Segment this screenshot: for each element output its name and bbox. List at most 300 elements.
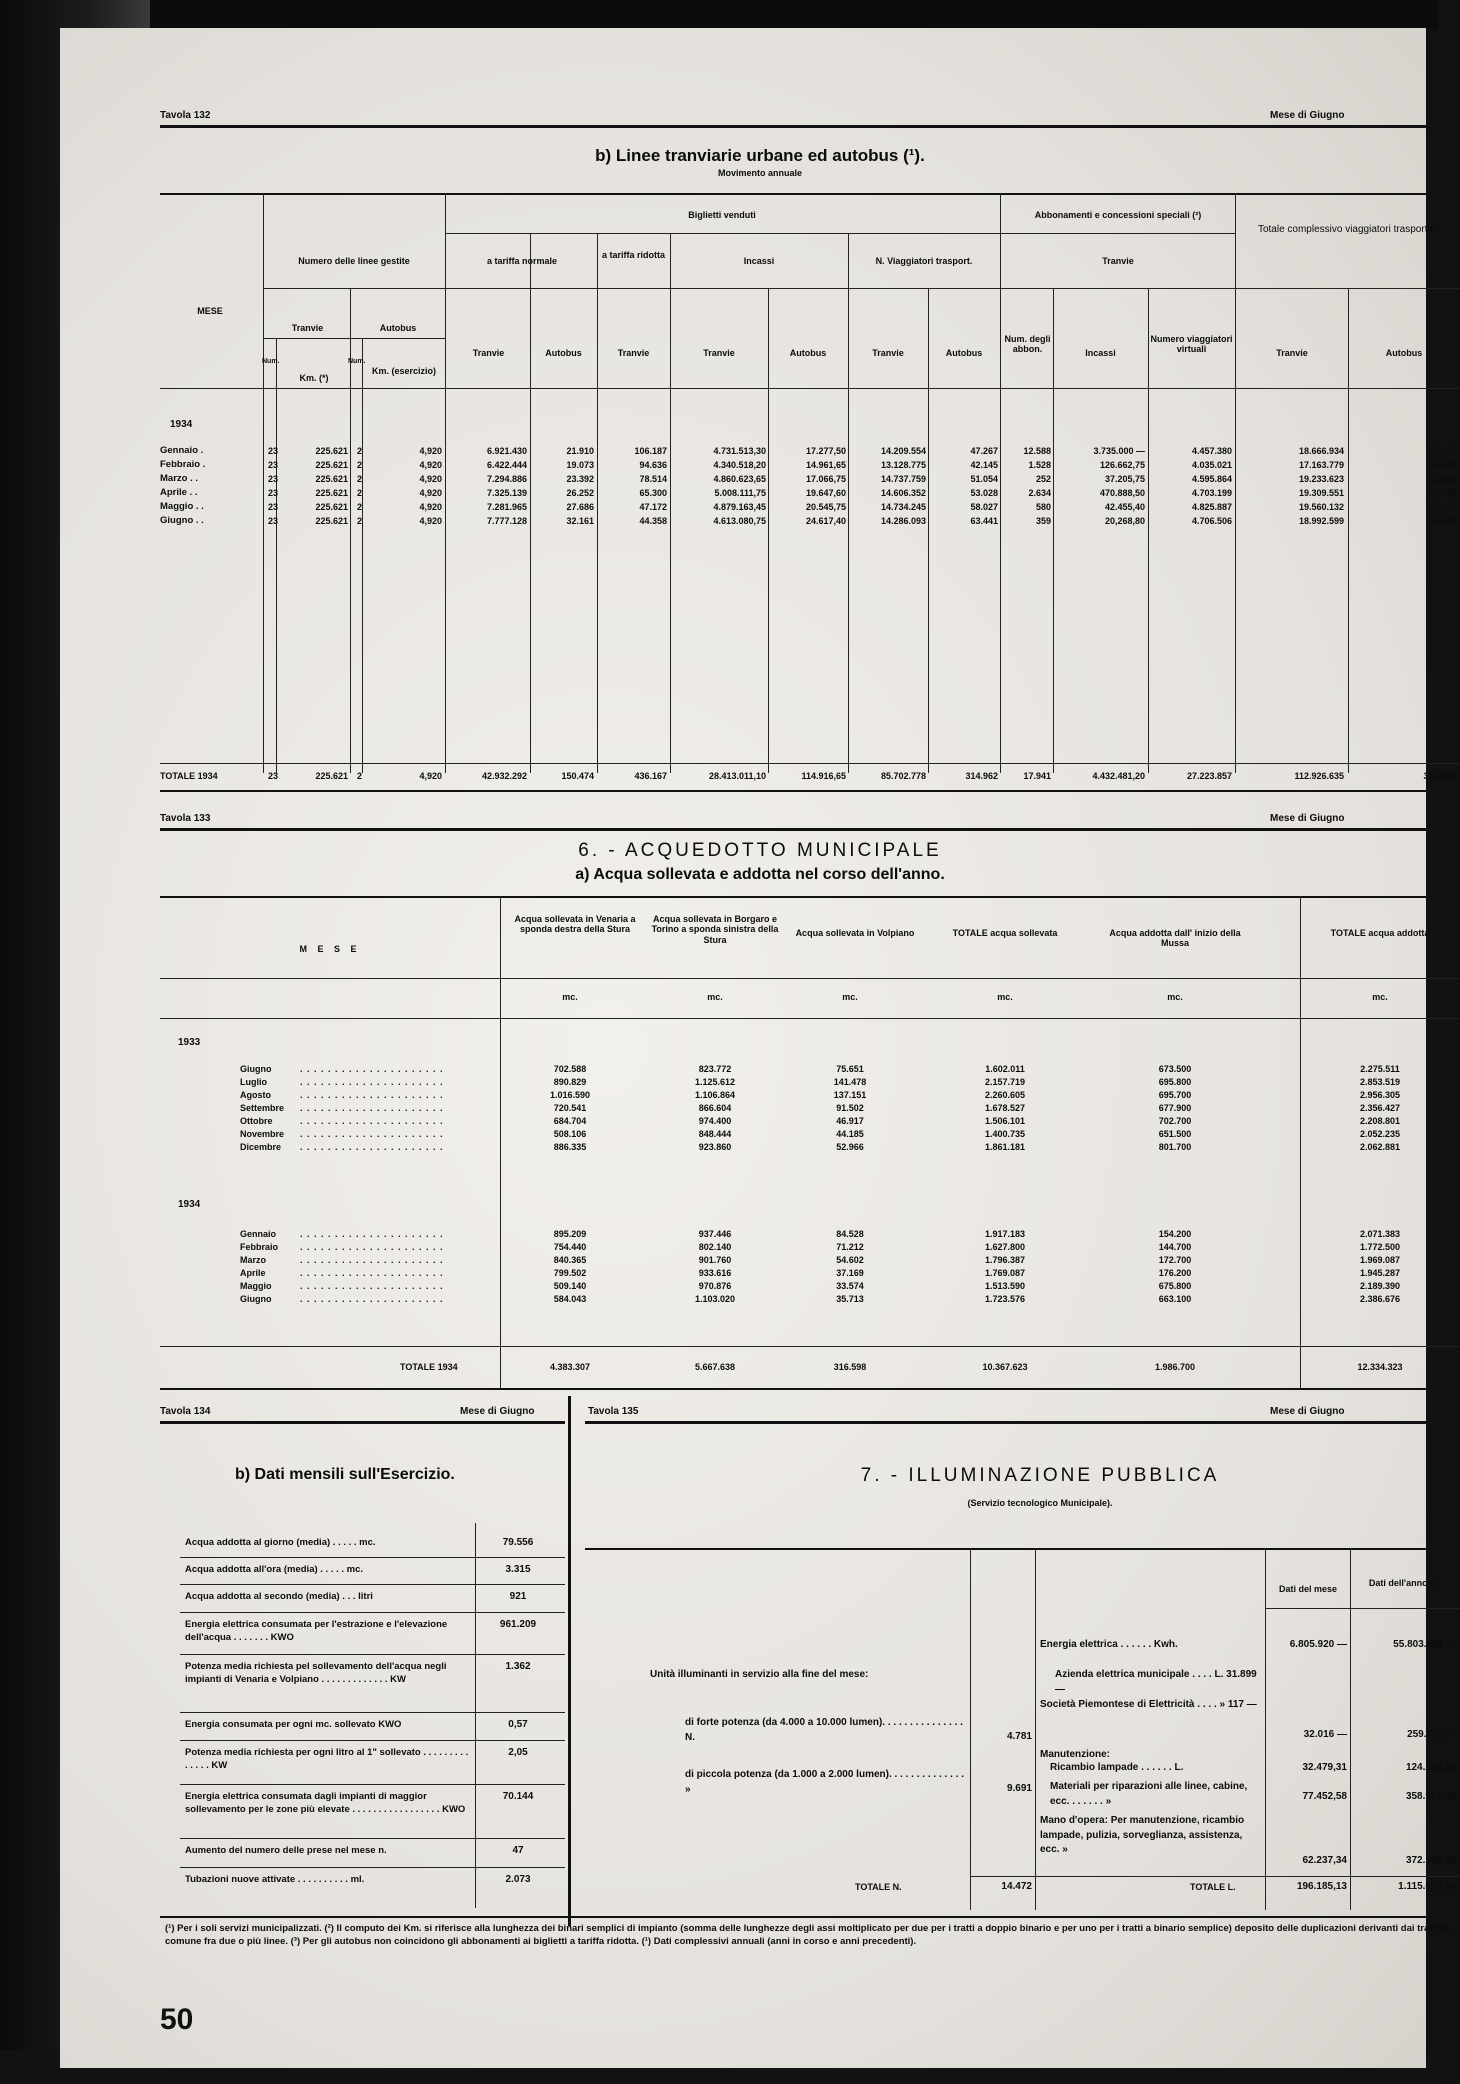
t133-cell: 141.478 [833, 1077, 867, 1087]
t134-row-label: Acqua addotta al secondo (media) . . . litri [185, 1591, 373, 1602]
t133-total-cell: 12.334.323 [1357, 1362, 1403, 1372]
t133-month-label: Maggio [240, 1281, 272, 1291]
t134-row-rule [180, 1838, 565, 1839]
t132-col-line [530, 233, 531, 773]
t134-row-label: Tubazioni nuove attivate . . . . . . . . . . ml. [185, 1874, 365, 1885]
t132-cell: 58.027 [1428, 502, 1456, 512]
t133-cell: 663.100 [1158, 1294, 1192, 1304]
footnote-rule [160, 1916, 1460, 1918]
t135-societa-label: Società Piemontese di Elettricità . . . . » 117 — [1040, 1699, 1257, 1710]
t133-cell: 1.861.181 [984, 1142, 1026, 1152]
t135-header-bottom [1265, 1608, 1460, 1609]
t133-total-rule-bottom [160, 1388, 1460, 1390]
t132-sub-rule [263, 288, 1460, 289]
t135-total-rule [970, 1876, 1460, 1877]
t133-year2: 1934 [178, 1199, 201, 1210]
t134-row-label: Energia elettrica consumata dagli impianti di maggior sollevamento per le zone più elevate . . . . . . . . . . . . . . . . . KWO [185, 1791, 466, 1815]
t132-cell: 4,920 [419, 516, 442, 526]
t133-month-label: Giugno [240, 1294, 272, 1304]
t133-month-label: Ottobre [240, 1116, 273, 1126]
t132-h-col-autobus: Autobus [545, 348, 582, 358]
t133-total-cell: 4.383.307 [549, 1362, 591, 1372]
t132-h-biglietti: Biglietti venduti [688, 210, 756, 220]
t133-tab-left: Tavola 133 [160, 813, 211, 824]
t132-cell: 4.703.199 [1191, 488, 1232, 498]
t133-cell: 675.800 [1158, 1281, 1192, 1291]
t132-cell: 44.358 [639, 516, 667, 526]
t132-col-line [1148, 288, 1149, 773]
t132-col-line [928, 288, 929, 773]
t133-h-mese: M E S E [299, 944, 361, 954]
t135-aziende-anno: 259.735 — [1407, 1729, 1456, 1740]
t132-h-totale: Totale complessivo viaggiatori trasportati [1257, 224, 1439, 235]
t132-cell: 2 [356, 446, 362, 456]
t133-cell: 1.125.612 [694, 1077, 736, 1087]
t132-cell: 12.588 [1023, 446, 1051, 456]
t132-cell: 7.777.128 [486, 516, 527, 526]
t135-aziende-label: Azienda elettrica municipale . . . . L. 31.899 — [1055, 1669, 1257, 1695]
t135-energia-mese: 6.805.920 — [1289, 1639, 1347, 1650]
t135-top-rule [585, 1421, 1460, 1424]
t133-h6: TOTALE acqua addotta [1330, 928, 1430, 938]
document-page [60, 28, 1456, 2068]
t132-cell: 19.647,60 [805, 488, 846, 498]
t133-unit: mc. [842, 992, 858, 1002]
t134-title: b) Dati mensili sull'Esercizio. [235, 1466, 455, 1483]
t133-col-line [1300, 896, 1301, 1388]
t132-cell: 20.545,75 [805, 502, 846, 512]
t132-h-abb-tranvie: Tranvie [1102, 256, 1134, 266]
t133-cell: 137.151 [833, 1090, 867, 1100]
t132-cell: 23 [267, 488, 278, 498]
t133-year1: 1933 [178, 1037, 201, 1048]
t132-h-numero-linee: Numero delle linee gestite [298, 256, 410, 266]
t133-leader-dots: . . . . . . . . . . . . . . . . . . . . . [300, 1142, 444, 1152]
t132-total-cell: 42.932.292 [481, 771, 527, 781]
t134-row-label: Potenza media richiesta per ogni litro al 1" sollevato . . . . . . . . . . . . . . KW [185, 1747, 469, 1771]
t135-piccola-value: 9.691 [1006, 1783, 1032, 1794]
t135-totale-l-mese: 196.185,13 [1296, 1881, 1347, 1892]
t132-col-line [1000, 193, 1001, 773]
t132-cell: 106.187 [634, 446, 667, 456]
t132-cell: 4.731.513,30 [713, 446, 766, 456]
t132-h-tot-tranvie: Tranvie [1276, 348, 1308, 358]
t133-top-rule [160, 828, 1460, 831]
t132-total-cell: 314.962 [1423, 771, 1456, 781]
t133-cell: 895.209 [553, 1229, 587, 1239]
t133-col-line [500, 896, 501, 1388]
t133-cell: 46.917 [836, 1116, 864, 1126]
t133-cell: 2.260.605 [984, 1090, 1026, 1100]
t132-cell: 225.621 [315, 502, 348, 512]
t132-cell: 63.441 [970, 516, 998, 526]
t132-header-bottom [160, 388, 1460, 389]
t135-section: 7. - ILLUMINAZIONE PUBBLICA [860, 1465, 1220, 1486]
t132-cell: 47.172 [639, 502, 667, 512]
t135-col-line [1350, 1548, 1351, 1910]
t132-cell: 3.735.000 — [1093, 446, 1145, 456]
t132-h-tranvie: Tranvie [291, 323, 324, 333]
t132-cell: 2 [356, 460, 362, 470]
t133-cell: 54.602 [836, 1255, 864, 1265]
t132-cell: 4,920 [419, 446, 442, 456]
t134-row-rule [180, 1654, 565, 1655]
t133-cell: 923.860 [698, 1142, 732, 1152]
t133-cell: 2.275.511 [1360, 1064, 1400, 1074]
t133-cell: 1.917.183 [984, 1229, 1026, 1239]
t133-month-label: Aprile [240, 1268, 266, 1278]
t132-col-line [362, 338, 363, 773]
t132-cell: 19.233.623 [1298, 474, 1344, 484]
t132-col-line [276, 338, 277, 773]
t133-cell: 176.200 [1158, 1268, 1192, 1278]
t132-cell: 2 [356, 488, 362, 498]
t133-cell: 866.604 [698, 1103, 732, 1113]
t132-cell: 47.267 [970, 446, 998, 456]
t133-leader-dots: . . . . . . . . . . . . . . . . . . . . . [300, 1103, 444, 1113]
t132-cell: 20,268,80 [1104, 516, 1145, 526]
t133-cell: 1.969.087 [1359, 1255, 1401, 1265]
t132-cell: 4,920 [419, 488, 442, 498]
t132-cell: 23 [267, 502, 278, 512]
t133-cell: 823.772 [698, 1064, 732, 1074]
t132-tab-left: Tavola 132 [160, 110, 211, 121]
t133-unit: mc. [997, 992, 1013, 1002]
t133-total-label: TOTALE 1934 [400, 1362, 458, 1372]
t132-h-tariffa-ridotta: a tariffa ridotta [601, 250, 665, 260]
t132-cell: 359 [1035, 516, 1051, 526]
t133-leader-dots: . . . . . . . . . . . . . . . . . . . . . [300, 1116, 444, 1126]
t134-row-rule [180, 1612, 565, 1613]
t133-cell: 1.678.527 [984, 1103, 1026, 1113]
t132-cell: 51.054 [970, 474, 998, 484]
t132-cell: 580 [1035, 502, 1051, 512]
t132-h-mese: MESE [197, 306, 223, 316]
t132-h-abbonamenti: Abbonamenti e concessioni speciali (²) [1034, 210, 1202, 220]
t133-leader-dots: . . . . . . . . . . . . . . . . . . . . . [300, 1281, 444, 1291]
t133-cell: 970.876 [698, 1281, 732, 1291]
t132-cell: 225.621 [315, 460, 348, 470]
t132-sub-rule [445, 233, 1235, 234]
t133-unit: mc. [562, 992, 578, 1002]
t133-cell: 1.723.576 [984, 1294, 1026, 1304]
t132-tab-right: Mese di Giugno [1270, 110, 1345, 121]
t133-cell: 1.016.590 [549, 1090, 591, 1100]
t133-cell: 937.446 [698, 1229, 732, 1239]
t132-subtitle: Movimento annuale [717, 168, 802, 178]
t132-cell: 225.621 [315, 474, 348, 484]
t135-manodopera-mese: 62.237,34 [1302, 1855, 1347, 1866]
t132-h-col-tranvie: Tranvie [472, 348, 505, 358]
t134-row-value: 3.315 [505, 1564, 531, 1575]
t134-tab-right: Mese di Giugno [460, 1406, 535, 1417]
t133-cell: 1.103.020 [694, 1294, 736, 1304]
t132-cell: 18.666.934 [1298, 446, 1344, 456]
t134-row-value: 79.556 [502, 1537, 534, 1548]
t132-total-cell: 314.962 [965, 771, 998, 781]
t133-leader-dots: . . . . . . . . . . . . . . . . . . . . . [300, 1129, 444, 1139]
t133-total-cell: 10.367.623 [982, 1362, 1028, 1372]
t132-h-km: Km. (*) [299, 373, 329, 383]
t135-forte-label: di forte potenza (da 4.000 a 10.000 lumen). . . . . . . . . . . . . . . N. [685, 1717, 963, 1743]
t133-cell: 144.700 [1158, 1242, 1192, 1252]
t132-cell: 4.613.080,75 [713, 516, 766, 526]
t134-col-line [475, 1523, 476, 1908]
t133-h2: Acqua sollevata in Borgaro e Torino a sponda sinistra della Stura [651, 914, 779, 945]
t132-cell: 7.325.139 [486, 488, 527, 498]
t132-cell: 23 [267, 474, 278, 484]
t135-col-line [1035, 1548, 1036, 1910]
footnote: (¹) Per i soli servizi municipalizzati. (²) Il computo dei Km. si riferisce alla lunghezza dei binari semplici di impianto (somma delle lunghezze degli assi moltiplicato per due per i tratti a doppio binario e per uno per i tratti a binario semplice) deposito delle duplicazioni derivanti dai tratti in comune fra due o più linee. (³) Per gli autobus non coincidono gli abbonamenti ai biglietti a tariffa ridotta. (¹) Dati complessivi annuali (anni in corso e anni precedenti). [165, 1923, 1450, 1947]
t132-cell: 14.209.554 [880, 446, 926, 456]
t133-leader-dots: . . . . . . . . . . . . . . . . . . . . . [300, 1229, 444, 1239]
t132-cell: 13.128.775 [880, 460, 926, 470]
t133-cell: 1.602.011 [985, 1064, 1025, 1074]
t132-h-tot-autobus: Autobus [1385, 348, 1423, 358]
t135-col-line [1265, 1548, 1266, 1910]
t133-cell: 2.386.676 [1359, 1294, 1401, 1304]
t133-leader-dots: . . . . . . . . . . . . . . . . . . . . . [300, 1255, 444, 1265]
t134-tab-left: Tavola 134 [160, 1406, 211, 1417]
t132-cell: 58.027 [970, 502, 998, 512]
t132-cell: 2 [356, 502, 362, 512]
t132-cell: 18.992.599 [1298, 516, 1344, 526]
t133-cell: 2.052.235 [1359, 1129, 1401, 1139]
t135-h-mese: Dati del mese [1278, 1584, 1338, 1594]
t133-cell: 1.506.101 [984, 1116, 1026, 1126]
t134-top-rule [160, 1421, 565, 1424]
t135-materiali-mese: 77.452,58 [1302, 1791, 1347, 1802]
t132-total-cell: 225.621 [315, 771, 348, 781]
t134-row-label: Energia consumata per ogni mc. sollevato KWO [185, 1719, 402, 1730]
t133-cell: 799.502 [553, 1268, 587, 1278]
t133-month-label: Settembre [240, 1103, 285, 1113]
t135-energia-label: Energia elettrica . . . . . . Kwh. [1040, 1639, 1178, 1650]
t132-header-top [160, 193, 1460, 195]
t133-total-rule [160, 1346, 1460, 1347]
t132-cell: 53.028 [1428, 488, 1456, 498]
t133-leader-dots: . . . . . . . . . . . . . . . . . . . . . [300, 1294, 444, 1304]
t132-month-label: Maggio . . [160, 501, 204, 512]
t133-cell: 1.627.800 [984, 1242, 1026, 1252]
t132-h-col-autobus: Autobus [945, 348, 983, 358]
t135-manodopera-anno: 372.190,38 [1405, 1855, 1456, 1866]
t134-row-value: 921 [509, 1591, 527, 1602]
t133-cell: 52.966 [836, 1142, 864, 1152]
t134-row-rule [180, 1867, 565, 1868]
t132-month-label: Giugno . . [160, 515, 204, 526]
t132-cell: 4,920 [419, 502, 442, 512]
t133-total-cell: 5.667.638 [694, 1362, 736, 1372]
t133-cell: 702.700 [1158, 1116, 1192, 1126]
t132-col-line [768, 288, 769, 773]
t132-cell: 47.267 [1428, 446, 1456, 456]
t133-cell: 172.700 [1158, 1255, 1192, 1265]
t132-total-cell: 27.223.857 [1186, 771, 1232, 781]
t133-cell: 37.169 [836, 1268, 864, 1278]
t132-h-autobus: Autobus [379, 323, 417, 333]
t132-cell: 23 [267, 446, 278, 456]
t135-col-line [970, 1548, 971, 1910]
t133-cell: 2.853.519 [1359, 1077, 1401, 1087]
t132-cell: 6.422.444 [486, 460, 527, 470]
t132-col-line [670, 233, 671, 773]
t133-unit: mc. [1167, 992, 1183, 1002]
t133-cell: 677.900 [1158, 1103, 1192, 1113]
t135-tab-left: Tavola 135 [588, 1406, 639, 1417]
t132-total-label: TOTALE 1934 [160, 771, 218, 781]
t133-leader-dots: . . . . . . . . . . . . . . . . . . . . . [300, 1268, 444, 1278]
t132-cell: 19.309.551 [1298, 488, 1344, 498]
t133-month-label: Giugno [240, 1064, 272, 1074]
t133-month-label: Agosto [240, 1090, 271, 1100]
t134-row-value: 70.144 [502, 1791, 534, 1802]
t132-cell: 4,920 [419, 474, 442, 484]
t132-cell: 5.008.111,75 [714, 488, 766, 498]
t132-col-line [848, 233, 849, 773]
t132-h-viaggiatori-virtuali: Numero viaggiatori virtuali [1150, 334, 1233, 355]
t134-row-rule [180, 1784, 565, 1785]
t132-cell: 26.252 [566, 488, 594, 498]
page-number: 50 [160, 2003, 194, 2036]
t134-row-label: Potenza media richiesta pel sollevamento dell'acqua negli impianti di Venaria e Volpiano . . . . . . . . . . . . . KW [185, 1661, 447, 1685]
t133-month-label: Gennaio [240, 1229, 277, 1239]
t132-cell: 17.277,50 [805, 446, 846, 456]
t133-cell: 2.062.881 [1359, 1142, 1401, 1152]
t134-row-rule [180, 1557, 565, 1558]
t133-cell: 840.365 [553, 1255, 587, 1265]
t132-h-abb-incassi: Incassi [1085, 348, 1116, 358]
t133-cell: 1.945.287 [1359, 1268, 1401, 1278]
t132-total-cell: 4.432.481,20 [1092, 771, 1145, 781]
t132-col-line [1348, 288, 1349, 773]
t132-cell: 14.286.093 [880, 516, 926, 526]
t133-cell: 33.574 [836, 1281, 864, 1291]
t133-cell: 2.189.390 [1359, 1281, 1401, 1291]
t132-cell: 23.392 [566, 474, 594, 484]
t134-row-value: 2.073 [505, 1874, 531, 1885]
t132-month-label: Marzo . . [160, 473, 199, 484]
t133-cell: 933.616 [698, 1268, 732, 1278]
t135-materiali-anno: 358.917,65 [1405, 1791, 1456, 1802]
t133-cell: 508.106 [553, 1129, 587, 1139]
t132-cell: 27.686 [566, 502, 594, 512]
t132-month-label: Febbraio . [160, 459, 206, 470]
t132-h-col-tranvie: Tranvie [703, 348, 735, 358]
t135-ricambio-mese: 32.479,31 [1302, 1762, 1347, 1773]
t132-cell: 24.617,40 [805, 516, 846, 526]
t133-month-label: Marzo [240, 1255, 267, 1265]
t133-cell: 1.796.387 [984, 1255, 1026, 1265]
t132-year: 1934 [170, 419, 193, 430]
t132-cell: 4.340.518,20 [713, 460, 766, 470]
t135-ricambio-anno: 124.252,69 [1405, 1762, 1456, 1773]
t134-row-value: 0,57 [508, 1719, 528, 1730]
t132-total-cell: 28.413.011,10 [708, 771, 766, 781]
t132-sub-rule [263, 338, 445, 339]
t133-cell: 886.335 [553, 1142, 587, 1152]
t134-row-label: Acqua addotta all'ora (media) . . . . . mc. [185, 1564, 364, 1575]
t132-h-incassi: Incassi [743, 256, 775, 266]
t133-title: a) Acqua sollevata e addotta nel corso dell'anno. [575, 866, 945, 883]
t132-col-line [597, 233, 598, 773]
t132-total-cell: 17.941 [1023, 771, 1051, 781]
t132-cell: 470.888,50 [1099, 488, 1145, 498]
t135-totale-n-value: 14.472 [1001, 1881, 1032, 1892]
t133-tab-right: Mese di Giugno [1270, 813, 1345, 824]
t133-cell: 509.140 [553, 1281, 587, 1291]
t135-unita-label: Unità illuminanti in servizio alla fine del mese: [650, 1669, 869, 1680]
t134-row-label: Aumento del numero delle prese nel mese n. [185, 1845, 387, 1856]
t132-cell: 225.621 [315, 488, 348, 498]
t135-totale-l-anno: 1.115.095,55 [1398, 1881, 1456, 1892]
t133-cell: 890.829 [553, 1077, 587, 1087]
t133-cell: 802.140 [698, 1242, 732, 1252]
t132-h-tariffa-normale: a tariffa normale [486, 256, 558, 266]
t133-month-label: Novembre [240, 1129, 285, 1139]
t133-cell: 84.528 [836, 1229, 864, 1239]
t134-row-rule [180, 1584, 565, 1585]
t132-cell: 4.595.864 [1191, 474, 1232, 484]
t133-month-label: Dicembre [240, 1142, 282, 1152]
t132-col-line [445, 193, 446, 773]
t132-total-cell: 114.916,65 [801, 771, 846, 781]
t133-cell: 2.157.719 [984, 1077, 1026, 1087]
t132-total-cell: 436.167 [634, 771, 667, 781]
t132-total-cell: 4,920 [419, 771, 442, 781]
t132-cell: 225.621 [315, 516, 348, 526]
t133-cell: 974.400 [698, 1116, 732, 1126]
t132-cell: 51.054 [1428, 474, 1456, 484]
t133-cell: 44.185 [836, 1129, 864, 1139]
t133-cell: 35.713 [836, 1294, 864, 1304]
t132-cell: 14.606.352 [880, 488, 926, 498]
t134-row-rule [180, 1740, 565, 1741]
t133-leader-dots: . . . . . . . . . . . . . . . . . . . . . [300, 1242, 444, 1252]
t132-cell: 252 [1035, 474, 1051, 484]
t132-total-rule-bottom [160, 790, 1460, 792]
t135-forte-value: 4.781 [1006, 1731, 1032, 1742]
t133-cell: 848.444 [698, 1129, 732, 1139]
scan-border-top [0, 0, 1438, 30]
t135-aziende-mese: 32.016 — [1303, 1729, 1347, 1740]
t133-cell: 2.956.305 [1359, 1090, 1401, 1100]
t133-cell: 651.500 [1158, 1129, 1192, 1139]
t132-h-col-autobus: Autobus [789, 348, 827, 358]
t133-cell: 1.772.500 [1359, 1242, 1401, 1252]
t133-h1: Acqua sollevata in Venaria a sponda destra della Stura [514, 914, 636, 935]
t132-total-rule [160, 763, 1460, 764]
t135-tab-right: Mese di Giugno [1270, 1406, 1345, 1417]
t132-h-col-tranvie: Tranvie [872, 348, 904, 358]
t133-month-label: Luglio [240, 1077, 267, 1087]
t133-cell: 684.704 [553, 1116, 587, 1126]
t132-cell: 4.860.623,65 [713, 474, 766, 484]
t132-cell: 42.455,40 [1104, 502, 1145, 512]
t132-cell: 4.035.021 [1191, 460, 1232, 470]
t132-col-line [1053, 288, 1054, 773]
t134-t135-divider [568, 1396, 571, 1926]
t132-month-label: Aprile . . [160, 487, 198, 498]
t133-cell: 2.208.801 [1359, 1116, 1401, 1126]
t132-cell: 94.636 [639, 460, 667, 470]
t135-piccola-label: di piccola potenza (da 1.000 a 2.000 lumen). . . . . . . . . . . . . . » [685, 1769, 964, 1795]
t132-cell: 42.145 [1428, 460, 1456, 470]
t132-cell: 126.662,75 [1099, 460, 1145, 470]
t135-subtitle: (Servizio tecnologico Municipale). [967, 1498, 1113, 1508]
t133-cell: 702.588 [553, 1064, 587, 1074]
t133-section: 6. - ACQUEDOTTO MUNICIPALE [578, 840, 942, 861]
